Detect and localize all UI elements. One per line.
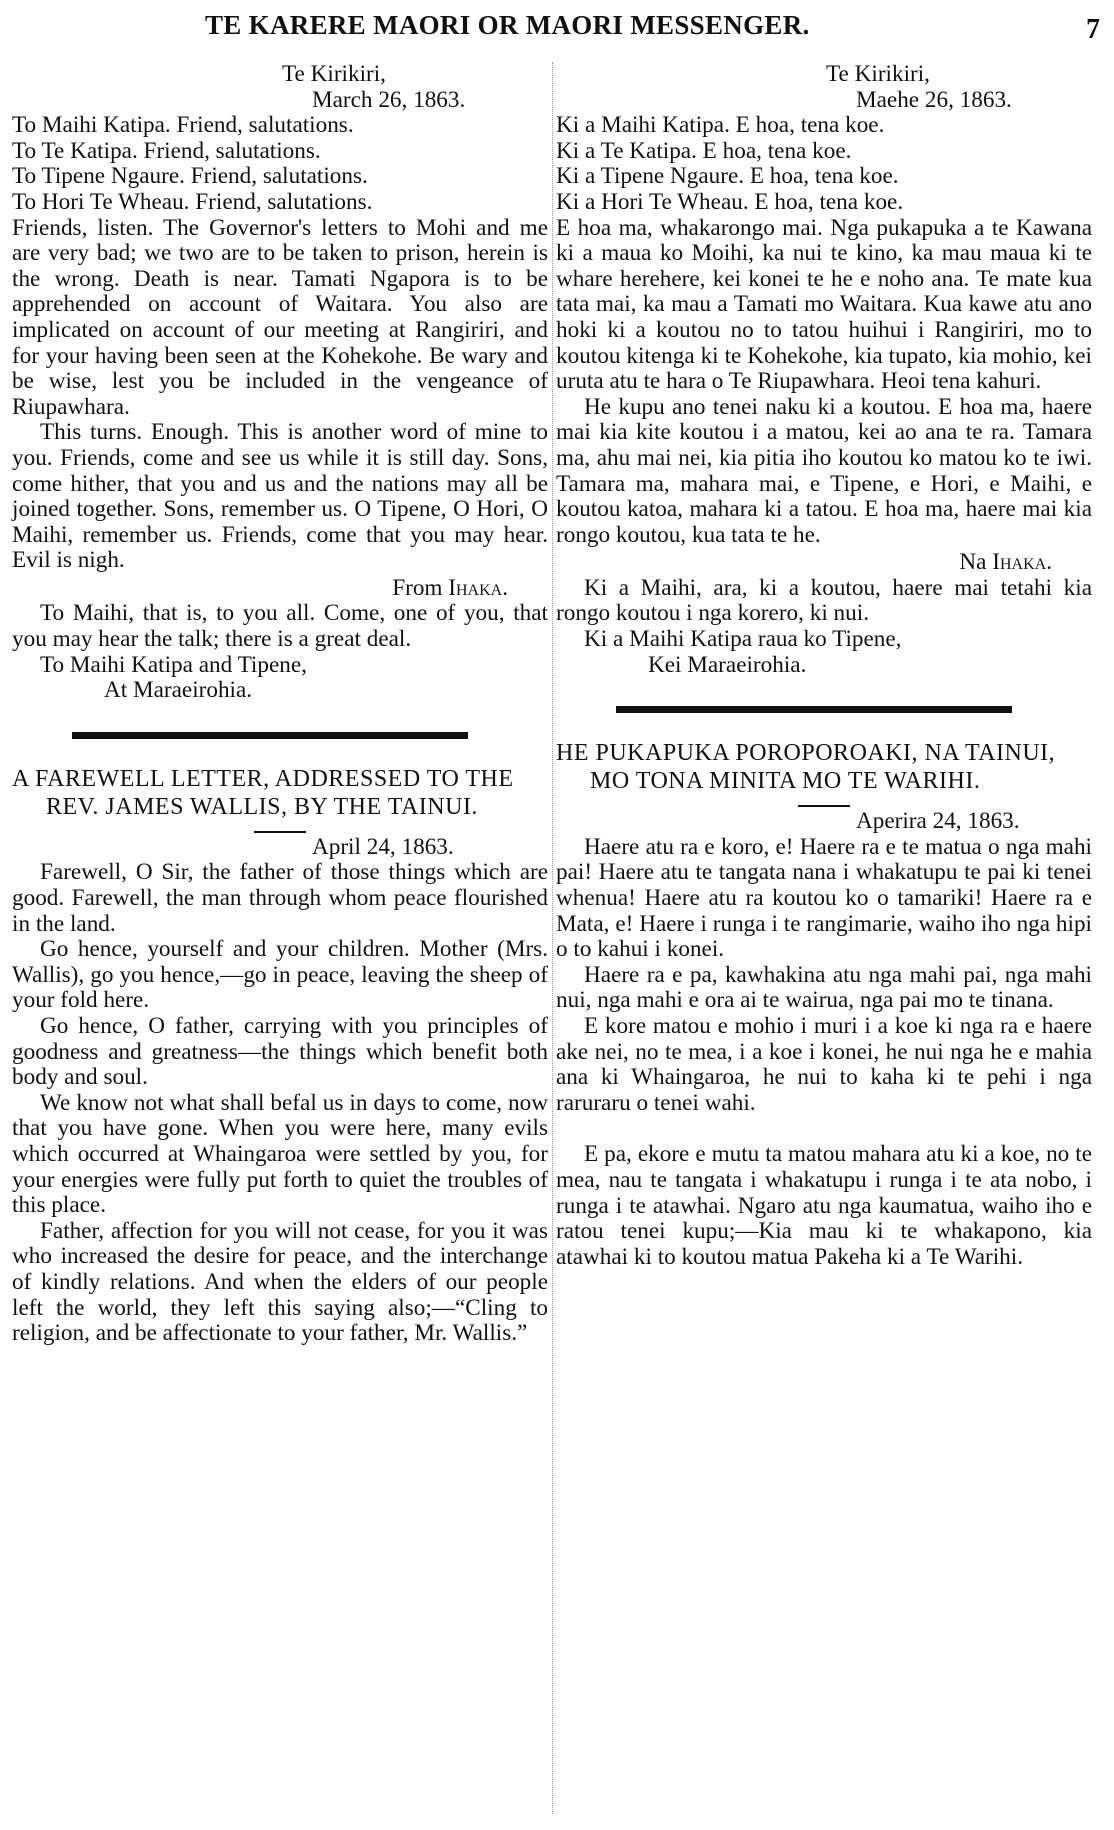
letter-place: Te Kirikiri, xyxy=(826,61,930,87)
letter-address-place: Kei Maraeirohia. xyxy=(648,651,807,678)
article-paragraph: E kore matou e mohio i muri i a koe ki nga ra e haere ake nei, no te mea, i a koe i konei, he nui nga he e mahia ana ki Whaingaroa, he nui to kaha ki te pehi i nga raruraru o tenei wahi. xyxy=(556,1013,1092,1116)
section-divider xyxy=(616,706,1012,713)
letter-signature xyxy=(12,576,508,602)
greeting-line: To Hori Te Wheau. Friend, salutations. xyxy=(12,188,373,215)
letter-paragraph: Ki a Maihi, ara, ki a koutou, haere mai tetahi kia rongo koutou i nga korero, ki nui. xyxy=(556,574,1092,627)
letter-signature xyxy=(556,550,1052,576)
article-paragraph: Haere ra e pa, kawhakina atu nga mahi pai, nga mahi nui, nga mahi e ora ai te wairua, nga pai mo te tinana. xyxy=(556,961,1092,1014)
article-title: A FAREWELL LETTER, ADDRESSED TO THE REV. JAMES WALLIS, BY THE TAINUI. xyxy=(12,765,514,820)
article-title: HE PUKAPUKA POROPOROAKI, NA TAINUI, MO TONA MINITA MO TE WARIHI. xyxy=(556,740,1056,795)
article-paragraph: Haere atu ra e koro, e! Haere ra e te matua o nga mahi pai! Haere atu te tangata nana i whakatupu te pai ki tenei whenua! Haere atu ra koutou ko o tamariki! Haere ra e Mata, e! Haere i runga i te rangimarie, waiho iho nga hipi o to kahui i konei. xyxy=(556,833,1092,963)
title-dash xyxy=(254,831,306,833)
letter-paragraph: This turns. Enough. This is another word of mine to you. Friends, come and see us while it is still day. Sons, come hither, that you and us and the nations may all be joined together. Sons, remember us. O Tipene, O Hori, O Maihi, remember us. Friends, come that you may hear. Evil is nigh. xyxy=(12,419,548,574)
column-divider xyxy=(552,62,554,1814)
signature-name: Ihaka. xyxy=(992,549,1052,576)
greeting-line: Ki a Te Katipa. E hoa, tena koe. xyxy=(556,137,852,164)
letter-address-place: At Maraeirohia. xyxy=(104,677,253,704)
letter-paragraph: E hoa ma, whakarongo mai. Nga pukapuka a te Kawana ki a maua ko Moihi, ka nui te kino, ka mau maua ki te whare herehere, kei konei te he e noho ana. Te mate kua tata mai, ka mau a Tamati mo Waitara. Kua kawe atu ano hoki ki a koutou no to tatou huihui i Rangiriri, mo to koutou kitenga ki te Kohekohe, kia tupato, kia mohio, kei uruta atu te hara o Te Riupawhara. Heoi tena kahuri. xyxy=(556,214,1092,395)
maori-column xyxy=(556,62,1092,1270)
letter-date: March 26, 1863. xyxy=(312,86,466,113)
paragraph-gap xyxy=(556,1116,1092,1142)
section-divider xyxy=(72,732,468,739)
greeting-line: To Tipene Ngaure. Friend, salutations. xyxy=(12,163,368,190)
letter-place: Te Kirikiri, xyxy=(282,61,386,87)
signature-prefix: Na xyxy=(959,549,987,576)
article-paragraph: Father, affection for you will not cease, for you it was who increased the desire for peace, and the interchange of kindly relations. And when the elders of our people left the world, they left this saying also;—“Cling to religion, and be affectionate to your father, Mr. Wallis.” xyxy=(12,1217,548,1347)
page-header xyxy=(0,4,1114,56)
greeting-line: To Maihi Katipa. Friend, salutations. xyxy=(12,112,354,139)
letter-address: To Maihi Katipa and Tipene, xyxy=(40,651,307,678)
letter-date: Maehe 26, 1863. xyxy=(856,86,1012,113)
newspaper-title: TE KARERE MAORI OR MAORI MESSENGER. xyxy=(205,10,810,40)
article-paragraph: Go hence, O father, carrying with you principles of goodness and greatness—the things which benefit both body and soul. xyxy=(12,1013,548,1091)
greeting-line: Ki a Maihi Katipa. E hoa, tena koe. xyxy=(556,112,885,139)
article-date: Aperira 24, 1863. xyxy=(856,808,1020,835)
article-paragraph: We know not what shall befal us in days to come, now that you have gone. When you were here, many evils which occurred at Whaingaroa were settled by you, for your energies were fully put forth to quiet the troubles of this place. xyxy=(12,1089,548,1219)
letter-paragraph: He kupu ano tenei naku ki a koutou. E hoa ma, haere mai kia kite koutou i a matou, kei ao ana te ra. Tamara ma, ahu mai nei, kia pitia iho koutou ko matou ko te iwi. Tamara ma, mahara mai, e Tipene, e Hori, e Maihi, e koutou katoa, mahara ki a tatou. E hoa ma, haere mai kia rongo koutou, kua tata te he. xyxy=(556,393,1092,548)
signature-name: Ihaka. xyxy=(448,574,508,601)
title-dash xyxy=(798,805,850,807)
english-column xyxy=(12,62,548,1347)
greeting-line: To Te Katipa. Friend, salutations. xyxy=(12,137,321,164)
article-date: April 24, 1863. xyxy=(312,833,454,860)
greeting-line: Ki a Tipene Ngaure. E hoa, tena koe. xyxy=(556,163,899,190)
letter-address: Ki a Maihi Katipa raua ko Tipene, xyxy=(584,626,902,653)
greeting-line: Ki a Hori Te Wheau. E hoa, tena koe. xyxy=(556,188,904,215)
letter-paragraph: To Maihi, that is, to you all. Come, one of you, that you may hear the talk; there is a great deal. xyxy=(12,600,548,653)
article-paragraph: Farewell, O Sir, the father of those things which are good. Farewell, the man through whom peace flourished in the land. xyxy=(12,859,548,937)
page-number: 7 xyxy=(1086,14,1100,45)
letter-paragraph: Friends, listen. The Governor's letters to Mohi and me are very bad; we two are to be taken to prison, herein is the wrong. Death is near. Tamati Ngapora is to be apprehended on account of Waitara. You also are implicated on account of our meeting at Rangiriri, and for your having been seen at the Kohekohe. Be wary and be wise, lest you be included in the vengeance of Riupawhara. xyxy=(12,214,548,420)
article-paragraph: E pa, ekore e mutu ta matou mahara atu ki a koe, no te mea, nau te tangata i whakatupu i runga i te ata nobo, i runga i te atawhai. Ngaro atu nga kaumatua, waiho iho e ratou tenei kupu;—Kia mau ki te whakapono, kia atawhai ki to koutou matua Pakeha ki a Te Warihi. xyxy=(556,1141,1092,1270)
article-paragraph: Go hence, yourself and your children. Mother (Mrs. Wallis), go you hence,—go in peace, leaving the sheep of your fold here. xyxy=(12,936,548,1014)
signature-prefix: From xyxy=(392,574,443,601)
